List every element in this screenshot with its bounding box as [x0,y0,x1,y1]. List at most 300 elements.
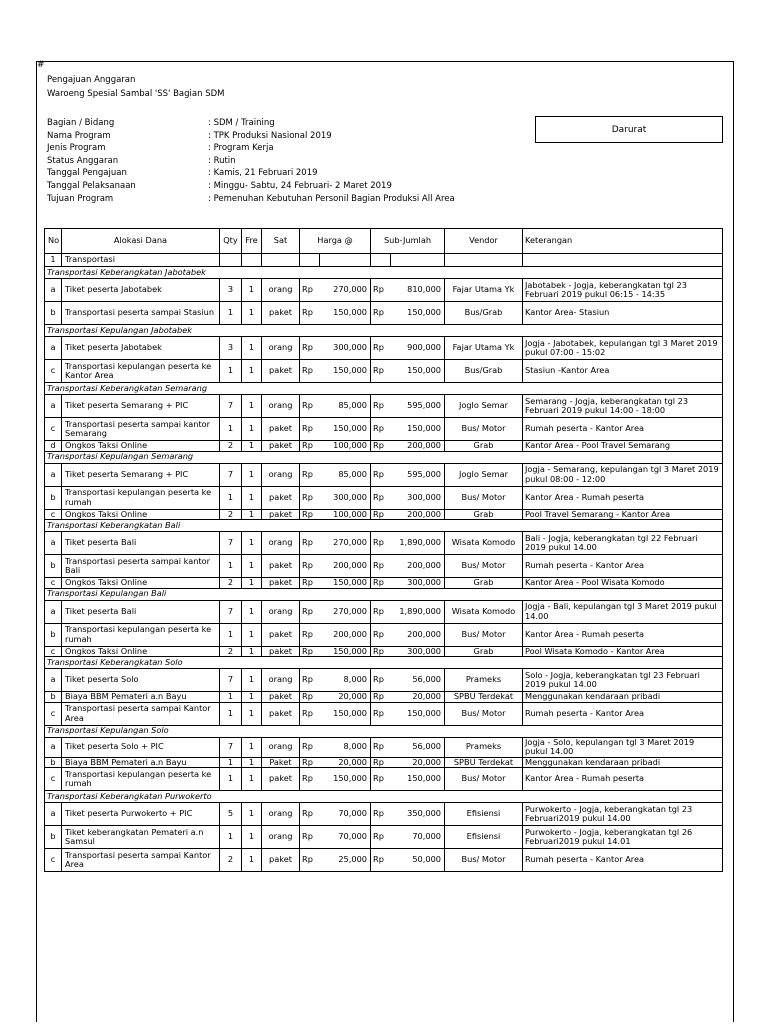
cell-keterangan: Kantor Area - Pool Travel Semarang [523,441,723,452]
cell-currency: Rp [371,669,391,692]
info-label: Jenis Program [47,143,106,154]
cell-currency: Rp [371,692,391,703]
cell-sub-jumlah: 595,000 [391,463,445,486]
table-row [45,418,723,441]
cell-no: c [45,509,62,520]
cell-qty: 1 [220,826,242,849]
cell-harga: 150,000 [320,768,371,791]
cell-alokasi: Tiket peserta Solo [62,669,220,692]
cell-no: a [45,279,62,302]
cell-vendor: Bus/ Motor [445,849,523,872]
cell-currency: Rp [300,509,320,520]
cell-fre: 1 [242,302,262,325]
cell-harga: 150,000 [320,418,371,441]
cell-currency: Rp [300,555,320,578]
cell-sub-jumlah: 350,000 [391,803,445,826]
cell-fre: 1 [242,826,262,849]
cell-keterangan: Menggunakan kendaraan pribadi [523,692,723,703]
cell-sub-jumlah: 1,890,000 [391,532,445,555]
cell-currency: Rp [371,279,391,302]
cell-harga: 100,000 [320,509,371,520]
cell-sub-jumlah: 50,000 [391,849,445,872]
cell-harga: 300,000 [320,486,371,509]
cell-vendor: Grab [445,578,523,589]
cell-currency: Rp [300,826,320,849]
section-row [45,657,723,669]
cell-harga: 150,000 [320,302,371,325]
cell-no: c [45,849,62,872]
cell-currency: Rp [300,692,320,703]
cell-sub-jumlah: 200,000 [391,623,445,646]
cell-alokasi: Transportasi kepulangan peserta ke rumah [62,623,220,646]
cell-fre: 1 [242,463,262,486]
cell-alokasi: Tiket peserta Purwokerto + PIC [62,803,220,826]
cell-alokasi: Tiket peserta Jabotabek [62,337,220,360]
cell-qty: 1 [220,702,242,725]
cell-currency: Rp [300,623,320,646]
cell-qty: 3 [220,337,242,360]
info-label: Tanggal Pelaksanaan [47,180,136,191]
cell-sat: paket [262,441,300,452]
cell-fre: 1 [242,757,262,768]
cell-no: c [45,418,62,441]
cell-harga: 85,000 [320,395,371,418]
section-title: Transportasi Keberangkatan Purwokerto [45,791,723,803]
cell-sat: paket [262,486,300,509]
cell-keterangan: Semarang - Jogja, keberangkatan tgl 23 Februari 2019 pukul 14:00 - 18:00 [523,395,723,418]
cell-sat: paket [262,578,300,589]
cell-qty: 5 [220,803,242,826]
cell-vendor: Fajar Utama Yk [445,337,523,360]
cell-qty: 7 [220,600,242,623]
cell-fre [242,254,262,267]
cell-harga [320,254,371,267]
cell-sat: paket [262,646,300,657]
info-value: : SDM / Training [208,118,275,128]
col-keterangan: Keterangan [523,229,723,254]
cell-alokasi: Tiket peserta Bali [62,532,220,555]
col-harga: Harga @ [300,229,371,254]
table-row [45,803,723,826]
cell-currency: Rp [371,302,391,325]
cell-vendor: Bus/ Motor [445,702,523,725]
cell-sub-jumlah: 56,000 [391,669,445,692]
cell-currency: Rp [300,669,320,692]
cell-currency: Rp [300,646,320,657]
cell-sat: paket [262,692,300,703]
cell-harga: 150,000 [320,578,371,589]
cell-sat: Paket [262,757,300,768]
cell-qty: 1 [220,692,242,703]
col-sat: Sat [262,229,300,254]
col-alokasi: Alokasi Dana [62,229,220,254]
document-subtitle: Waroeng Spesial Sambal 'SS' Bagian SDM [47,89,225,99]
cell-keterangan [523,254,723,267]
cell-keterangan: Jogja - Bali, kepulangan tgl 3 Maret 2019 pukul 14.00 [523,600,723,623]
cell-currency [300,254,320,267]
cell-currency: Rp [371,849,391,872]
cell-harga: 150,000 [320,360,371,383]
cell-qty: 7 [220,532,242,555]
section-title: Transportasi Kepulangan Bali [45,588,723,600]
budget-table [44,228,723,872]
cell-currency: Rp [300,768,320,791]
cell-keterangan: Kantor Area - Rumah peserta [523,486,723,509]
cell-vendor: Wisata Komodo [445,532,523,555]
cell-qty: 1 [220,360,242,383]
cell-fre: 1 [242,702,262,725]
cell-qty: 2 [220,578,242,589]
cell-harga: 270,000 [320,279,371,302]
cell-no: 1 [45,254,62,267]
cell-alokasi: Tiket peserta Bali [62,600,220,623]
cell-sub-jumlah: 70,000 [391,826,445,849]
cell-sub-jumlah: 300,000 [391,578,445,589]
cell-no: a [45,600,62,623]
cell-currency: Rp [371,418,391,441]
cell-alokasi: Biaya BBM Pemateri a.n Bayu [62,757,220,768]
cell-no: c [45,768,62,791]
section-row [45,383,723,395]
cell-currency: Rp [371,737,391,757]
cell-keterangan: Kantor Area - Rumah peserta [523,623,723,646]
cell-currency: Rp [300,532,320,555]
cell-vendor: Bus/ Motor [445,486,523,509]
cell-harga: 200,000 [320,623,371,646]
cell-no: b [45,826,62,849]
cell-alokasi: Ongkos Taksi Online [62,578,220,589]
cell-fre: 1 [242,486,262,509]
col-vendor: Vendor [445,229,523,254]
cell-harga: 85,000 [320,463,371,486]
cell-vendor: Efisiensi [445,803,523,826]
cell-vendor: Bus/ Motor [445,768,523,791]
cell-qty: 1 [220,623,242,646]
cell-fre: 1 [242,692,262,703]
cell-keterangan: Pool Wisata Komodo - Kantor Area [523,646,723,657]
cell-sub-jumlah: 1,890,000 [391,600,445,623]
cell-vendor: Bus/Grab [445,302,523,325]
cell-no: b [45,757,62,768]
cell-currency: Rp [371,646,391,657]
cell-harga: 70,000 [320,803,371,826]
col-qty: Qty [220,229,242,254]
cell-currency: Rp [300,702,320,725]
table-row [45,279,723,302]
cell-vendor: Prameks [445,669,523,692]
cell-sat: orang [262,669,300,692]
cell-currency: Rp [371,768,391,791]
cell-currency [371,254,391,267]
table-row [45,702,723,725]
cell-fre: 1 [242,600,262,623]
cell-harga: 270,000 [320,600,371,623]
cell-vendor: Bus/ Motor [445,623,523,646]
cell-currency: Rp [371,623,391,646]
cell-harga: 20,000 [320,692,371,703]
table-row [45,757,723,768]
cell-currency: Rp [300,600,320,623]
cell-sub-jumlah: 595,000 [391,395,445,418]
cell-keterangan: Purwokerto - Jogja, keberangkatan tgl 26 Februari2019 pukul 14.01 [523,826,723,849]
cell-fre: 1 [242,849,262,872]
cell-no: a [45,395,62,418]
cell-sat: paket [262,768,300,791]
cell-currency: Rp [300,803,320,826]
table-row [45,600,723,623]
cell-harga: 300,000 [320,337,371,360]
cell-sub-jumlah: 20,000 [391,692,445,703]
cell-currency: Rp [300,737,320,757]
section-title: Transportasi Keberangkatan Solo [45,657,723,669]
cell-alokasi: Transportasi kepulangan peserta ke Kantor Area [62,360,220,383]
info-label: Bagian / Bidang [47,118,115,128]
cell-harga: 8,000 [320,669,371,692]
cell-sat: paket [262,302,300,325]
section-row [45,588,723,600]
section-row [45,520,723,532]
cell-fre: 1 [242,337,262,360]
cell-alokasi: Transportasi peserta sampai Kantor Area [62,849,220,872]
cell-harga: 270,000 [320,532,371,555]
cell-vendor: Grab [445,441,523,452]
cell-currency: Rp [300,360,320,383]
section-title: Transportasi Kepulangan Jabotabek [45,325,723,337]
table-row [45,737,723,757]
cell-currency: Rp [371,702,391,725]
cell-keterangan: Menggunakan kendaraan pribadi [523,757,723,768]
cell-fre: 1 [242,509,262,520]
cell-no: a [45,669,62,692]
cell-no: b [45,555,62,578]
cell-sat: orang [262,532,300,555]
cell-fre: 1 [242,578,262,589]
cell-alokasi: Ongkos Taksi Online [62,441,220,452]
cell-sat: orang [262,737,300,757]
document-title: Pengajuan Anggaran [47,75,136,85]
table-row [45,768,723,791]
cell-alokasi: Transportasi kepulangan peserta ke rumah [62,768,220,791]
section-title: Transportasi Keberangkatan Semarang [45,383,723,395]
table-row [45,337,723,360]
cell-sat: paket [262,702,300,725]
cell-currency: Rp [371,532,391,555]
cell-keterangan: Jogja - Solo, kepulangan tgl 3 Maret 2019 pukul 14.00 [523,737,723,757]
cell-alokasi: Transportasi [62,254,220,267]
cell-vendor: Joglo Semar [445,395,523,418]
cell-vendor: SPBU Terdekat [445,757,523,768]
cell-harga: 8,000 [320,737,371,757]
cell-sat: paket [262,623,300,646]
info-label: Status Anggaran [47,155,119,166]
table-row [45,360,723,383]
cell-no: c [45,578,62,589]
cell-sub-jumlah: 200,000 [391,509,445,520]
cell-fre: 1 [242,532,262,555]
cell-currency: Rp [371,509,391,520]
table-row [45,623,723,646]
cell-fre: 1 [242,669,262,692]
cell-no: c [45,360,62,383]
cell-keterangan: Stasiun -Kantor Area [523,360,723,383]
cell-no: b [45,623,62,646]
cell-keterangan: Kantor Area - Rumah peserta [523,768,723,791]
cell-currency: Rp [371,360,391,383]
cell-alokasi: Ongkos Taksi Online [62,509,220,520]
section-row [45,267,723,279]
cell-keterangan: Jogja - Jabotabek, kepulangan tgl 3 Maret 2019 pukul 07:00 - 15:02 [523,337,723,360]
cell-keterangan: Jabotabek - Jogja, keberangkatan tgl 23 Februari 2019 pukul 06:15 - 14:35 [523,279,723,302]
cell-currency: Rp [300,418,320,441]
info-value: : Pemenuhan Kebutuhan Personil Bagian Produksi All Area [208,193,455,204]
section-title: Transportasi Keberangkatan Jabotabek [45,267,723,279]
table-row [45,302,723,325]
cell-vendor: Bus/ Motor [445,555,523,578]
cell-fre: 1 [242,555,262,578]
table-row [45,509,723,520]
status-box: Darurat [535,116,723,143]
cell-vendor: Grab [445,509,523,520]
section-row [45,791,723,803]
cell-keterangan: Purwokerto - Jogja, keberangkatan tgl 23 Februari2019 pukul 14.00 [523,803,723,826]
cell-keterangan: Rumah peserta - Kantor Area [523,849,723,872]
cell-currency: Rp [300,578,320,589]
cell-no: b [45,486,62,509]
cell-keterangan: Kantor Area - Pool Wisata Komodo [523,578,723,589]
cell-sat: orang [262,826,300,849]
cell-sat: orang [262,600,300,623]
col-sub-jumlah: Sub-Jumlah [371,229,445,254]
cell-vendor: Bus/Grab [445,360,523,383]
cell-harga: 150,000 [320,702,371,725]
cell-sat: orang [262,803,300,826]
cell-currency: Rp [300,486,320,509]
cell-qty: 1 [220,302,242,325]
cell-qty: 7 [220,395,242,418]
table-row [45,578,723,589]
cell-qty: 1 [220,486,242,509]
cell-harga: 150,000 [320,646,371,657]
cell-vendor [445,254,523,267]
cell-sub-jumlah [391,254,445,267]
cell-currency: Rp [371,803,391,826]
cell-qty: 1 [220,555,242,578]
cell-currency: Rp [371,555,391,578]
cell-no: b [45,692,62,703]
cell-currency: Rp [300,302,320,325]
cell-qty: 2 [220,509,242,520]
cell-qty: 2 [220,849,242,872]
cell-currency: Rp [371,395,391,418]
cell-vendor: Prameks [445,737,523,757]
table-row [45,826,723,849]
cell-harga: 25,000 [320,849,371,872]
cell-sub-jumlah: 150,000 [391,418,445,441]
cell-fre: 1 [242,418,262,441]
cell-keterangan: Rumah peserta - Kantor Area [523,702,723,725]
cell-fre: 1 [242,737,262,757]
table-row [45,463,723,486]
cell-sat [262,254,300,267]
cell-no: d [45,441,62,452]
cell-qty: 1 [220,418,242,441]
col-fre: Fre [242,229,262,254]
cell-no: a [45,532,62,555]
cell-sub-jumlah: 300,000 [391,646,445,657]
cell-currency: Rp [371,578,391,589]
cell-sat: paket [262,509,300,520]
cell-alokasi: Transportasi peserta sampai Stasiun [62,302,220,325]
cell-alokasi: Ongkos Taksi Online [62,646,220,657]
cell-currency: Rp [371,463,391,486]
cell-qty: 2 [220,441,242,452]
table-row [45,669,723,692]
cell-no: a [45,803,62,826]
cell-sub-jumlah: 200,000 [391,555,445,578]
cell-sub-jumlah: 150,000 [391,768,445,791]
section-row [45,725,723,737]
cell-currency: Rp [371,757,391,768]
info-value: : Rutin [208,155,236,166]
section-title: Transportasi Kepulangan Semarang [45,451,723,463]
cell-currency: Rp [300,279,320,302]
cell-sat: paket [262,555,300,578]
cell-fre: 1 [242,279,262,302]
cell-sat: orang [262,279,300,302]
table-header-row [45,229,723,254]
section-row [45,451,723,463]
section-title: Transportasi Keberangkatan Bali [45,520,723,532]
cell-keterangan: Solo - Jogja, keberangkatan tgl 23 Februari 2019 pukul 14.00 [523,669,723,692]
cell-sub-jumlah: 56,000 [391,737,445,757]
cell-vendor: Grab [445,646,523,657]
cell-alokasi: Transportasi kepulangan peserta ke rumah [62,486,220,509]
info-label: Nama Program [47,130,111,141]
cell-fre: 1 [242,360,262,383]
cell-currency: Rp [300,337,320,360]
cell-qty: 7 [220,463,242,486]
cell-currency: Rp [371,600,391,623]
cell-sat: orang [262,395,300,418]
cell-no: b [45,302,62,325]
cell-vendor: Bus/ Motor [445,418,523,441]
table-row [45,692,723,703]
cell-sub-jumlah: 810,000 [391,279,445,302]
section-row [45,325,723,337]
cell-vendor: Efisiensi [445,826,523,849]
cell-currency: Rp [300,441,320,452]
info-label: Tanggal Pengajuan [47,168,127,179]
cell-qty [220,254,242,267]
info-value: : Kamis, 21 Februari 2019 [208,168,318,179]
cell-sat: orang [262,337,300,360]
cell-sat: paket [262,360,300,383]
cell-alokasi: Transportasi peserta sampai Kantor Area [62,702,220,725]
cell-fre: 1 [242,395,262,418]
cell-sub-jumlah: 900,000 [391,337,445,360]
table-row [45,555,723,578]
cell-no: a [45,337,62,360]
cell-alokasi: Tiket peserta Solo + PIC [62,737,220,757]
cell-qty: 7 [220,737,242,757]
cell-currency: Rp [300,463,320,486]
cell-harga: 20,000 [320,757,371,768]
cell-currency: Rp [300,757,320,768]
cell-vendor: SPBU Terdekat [445,692,523,703]
cell-alokasi: Tiket peserta Semarang + PIC [62,395,220,418]
table-row [45,646,723,657]
cell-alokasi: Transportasi peserta sampai kantor Bali [62,555,220,578]
